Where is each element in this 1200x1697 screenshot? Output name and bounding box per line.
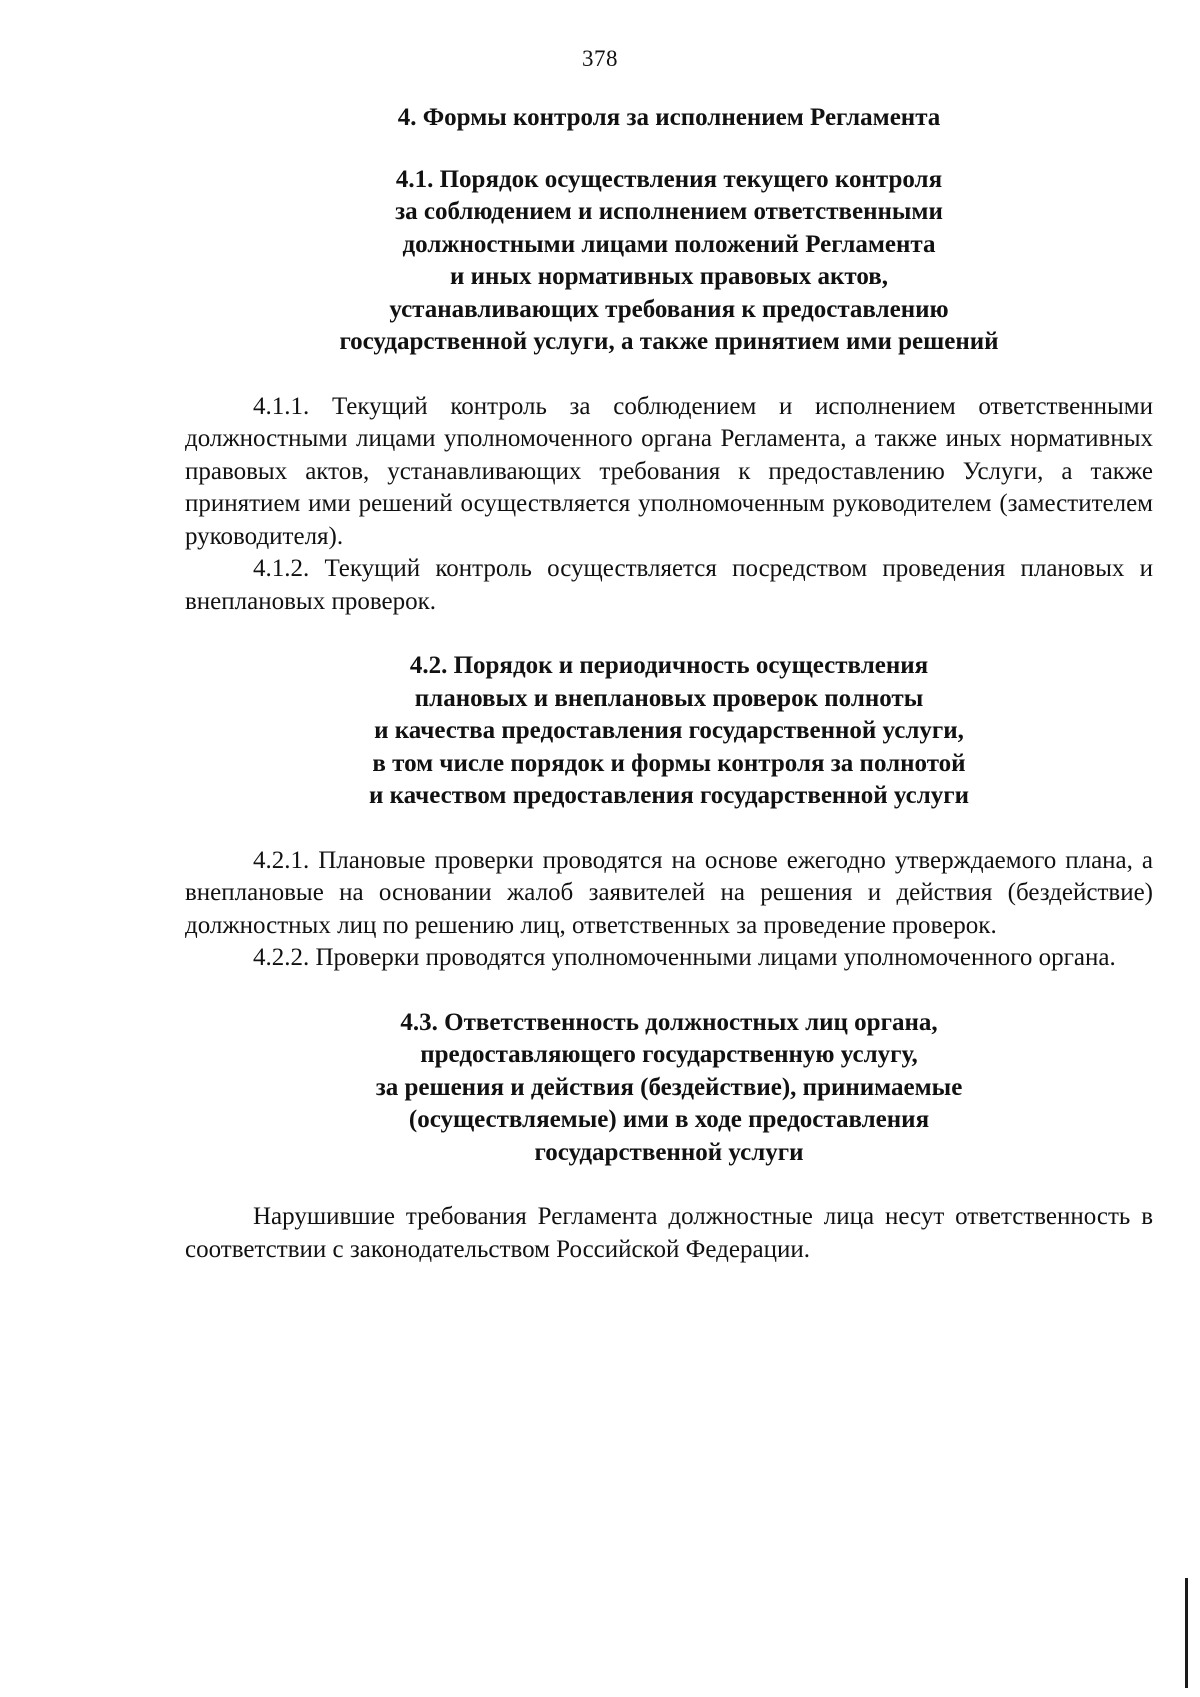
page-number: 378 (582, 46, 618, 71)
paragraph-4-1-1: 4.1.1. Текущий контроль за соблюдением и исполнением ответственными должностными лицами уполномоченного органа Регламента, а также иных нормативных правовых актов, устанавливающих требования к предоставлению Услуги, а также принятием ими решений осуществляется уполномоченным руководителем (заместителем руководителя). (185, 392, 1153, 550)
document-body (185, 102, 1153, 1266)
heading-line: плановых и внеплановых проверок полноты (414, 684, 924, 712)
heading-line: и качества предоставления государственной услуги, (374, 717, 964, 744)
heading-line: государственной услуги, а также принятием ими решений (339, 328, 999, 355)
heading-line: государственной услуги (534, 1138, 804, 1166)
heading-line: должностными лицами положений Регламента (402, 230, 936, 258)
section-heading (185, 164, 1153, 359)
section-heading (185, 1007, 1153, 1170)
section-title: 4. Формы контроля за исполнением Регламента (397, 104, 941, 131)
scan-edge-mark (1185, 1578, 1188, 1688)
heading-line: и иных нормативных правовых актов, (449, 263, 888, 290)
section-4-2 (185, 650, 1153, 975)
heading-line: за решения и действия (бездействие), принимаемые (375, 1073, 963, 1101)
heading-line: и качеством предоставления государственной услуги (369, 782, 969, 809)
paragraph-4-1-2: 4.1.2. Текущий контроль осуществляется посредством проведения плановых и внеплановых проверок. (185, 555, 1153, 615)
heading-line: за соблюдением и исполнением ответственными (395, 198, 943, 225)
heading-line: 4.2. Порядок и периодичность осуществления (409, 652, 929, 679)
paragraph-4-3: Нарушившие требования Регламента должностные лица несут ответственность в соответствии с законодательством Российской Федерации. (185, 1203, 1153, 1263)
paragraph-4-2-1: 4.2.1. Плановые проверки проводятся на основе ежегодно утверждаемого плана, а внеплановые на основании жалоб заявителей на решения и действия (бездействие) должностных лиц по решению лиц, ответственных за проведение проверок. (185, 846, 1153, 939)
section-heading (185, 650, 1153, 813)
section-4-3 (185, 1007, 1153, 1267)
heading-line: (осуществляемые) ими в ходе предоставления (408, 1106, 930, 1133)
heading-line: предоставляющего государственную услугу, (420, 1041, 918, 1068)
heading-line: в том числе порядок и формы контроля за полнотой (372, 749, 966, 777)
section-4-1 (185, 164, 1153, 619)
heading-line: устанавливающих требования к предоставлению (389, 295, 949, 323)
paragraph-4-2-2: 4.2.2. Проверки проводятся уполномоченными лицами уполномоченного органа. (253, 944, 1116, 971)
heading-line: 4.1. Порядок осуществления текущего контроля (395, 165, 943, 193)
heading-line: 4.3. Ответственность должностных лиц органа, (400, 1008, 938, 1036)
